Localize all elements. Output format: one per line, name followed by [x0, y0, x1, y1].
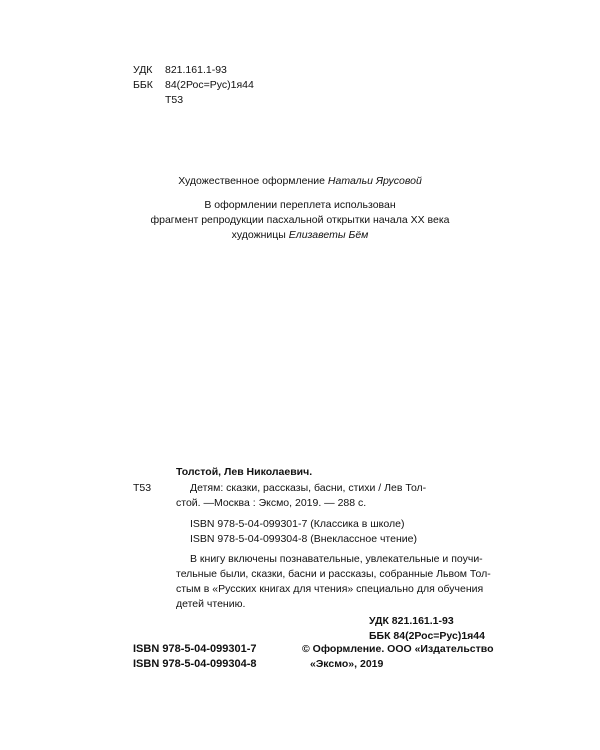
binding-line-2: фрагмент репродукции пасхальной открытки начала XX века — [150, 214, 450, 226]
catalog-isbn-2: ISBN 978-5-04-099304-8 (Внеклассное чтение) — [190, 533, 417, 545]
catalog-title-line-2: стой. —Москва : Эксмо, 2019. — 288 с. — [176, 497, 367, 509]
bbk-value: 84(2Рос=Рус)1я44 — [165, 79, 254, 91]
udk-label: УДК — [133, 64, 153, 76]
catalog-isbn-1: ISBN 978-5-04-099301-7 (Классика в школе) — [190, 518, 405, 530]
catalog-author-mark: Т53 — [133, 482, 152, 494]
catalog-annotation-line-2: тельные были, сказки, басни и рассказы, собранные Львом Тол- — [176, 568, 491, 580]
binding-line-1: В оформлении переплета использован — [204, 199, 396, 211]
footer-isbn-2: ISBN 978-5-04-099304-8 — [133, 658, 257, 670]
catalog-author-heading: Толстой, Лев Николаевич. — [176, 466, 313, 478]
catalog-annotation-line-4: детей чтению. — [176, 598, 246, 610]
top-author-mark: Т53 — [165, 94, 184, 106]
bbk-label: ББК — [133, 79, 153, 91]
footer-isbn-1: ISBN 978-5-04-099301-7 — [133, 643, 257, 655]
binding-credit — [0, 198, 600, 243]
footer-isbn-block — [133, 642, 257, 672]
copyright-line-2: «Эксмо», 2019 — [310, 658, 384, 670]
catalog-title-line-1: Детям: сказки, рассказы, басни, стихи / Лев Тол- — [190, 482, 427, 494]
binding-line-3-prefix: художницы — [231, 229, 286, 241]
top-codes — [133, 63, 254, 108]
catalog-annotation-line-3: стым в «Русских книгах для чтения» специально для обучения — [176, 583, 484, 595]
catalog-annotation-line-1: В книгу включены познавательные, увлекательные и поучи- — [190, 553, 483, 565]
catalog-udk: УДК 821.161.1-93 — [369, 615, 454, 627]
footer-copyright — [302, 642, 494, 672]
design-credit — [0, 174, 600, 189]
binding-line-3-name: Елизаветы Бём — [288, 229, 369, 241]
binding-line-3 — [0, 228, 600, 243]
catalog-bbk: ББК 84(2Рос=Рус)1я44 — [369, 630, 485, 642]
udk-row — [133, 63, 254, 78]
top-author-mark-row — [133, 93, 254, 108]
design-credit-prefix: Художественное оформление — [178, 175, 325, 187]
bbk-row — [133, 78, 254, 93]
copyright-line-1: © Оформление. ООО «Издательство — [302, 643, 494, 655]
design-credit-name: Натальи Ярусовой — [327, 175, 422, 187]
udk-value: 821.161.1-93 — [165, 64, 227, 76]
